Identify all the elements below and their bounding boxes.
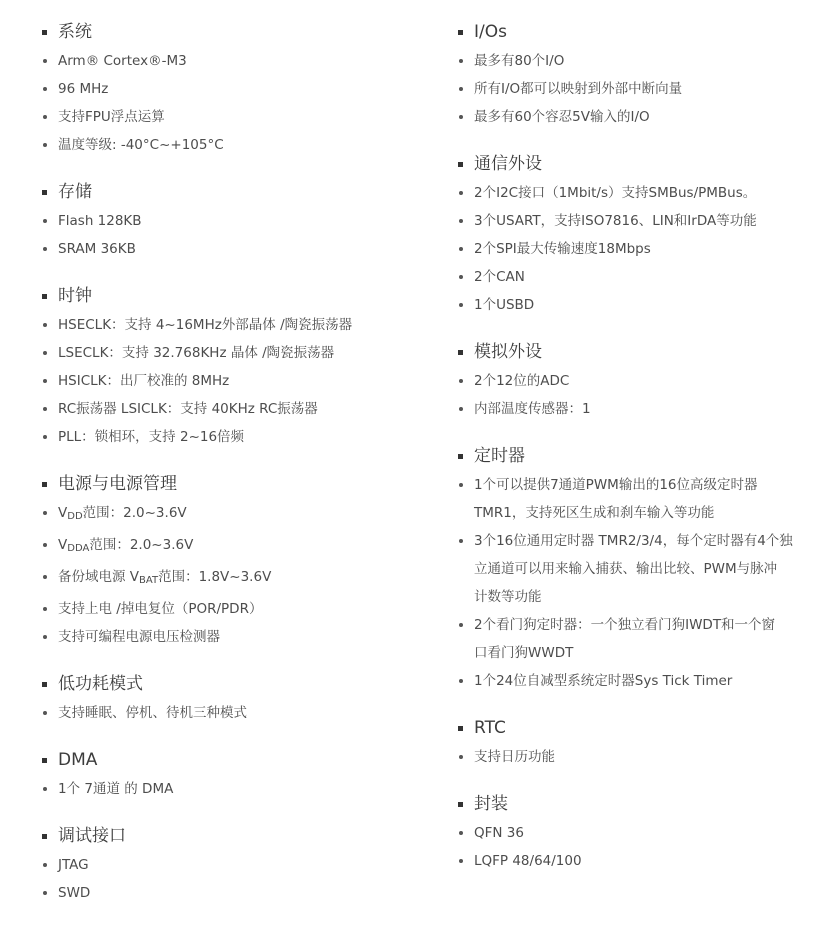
left-column [40,18,430,926]
list-item-text: JTAG [58,857,89,873]
list-item [40,367,430,395]
dot-bullet-icon [459,623,463,627]
list-item [456,667,816,695]
list-item-text [58,569,271,585]
dot-bullet-icon [459,303,463,307]
dot-bullet-icon [43,87,47,91]
list-item-text: PLL：锁相环，支持 2~16倍频 [58,429,245,445]
list-item [456,47,816,75]
section-title-text: 低功耗模式 [58,674,143,694]
dot-bullet-icon [459,859,463,863]
list-item-text [58,537,193,553]
dot-bullet-icon [459,87,463,91]
list-item [40,395,430,423]
item-subscript: DDA [67,543,90,554]
section-title-text: I/Os [474,22,507,42]
dot-bullet-icon [459,219,463,223]
section-title-text: 存储 [58,182,92,202]
list-item-text: 2个12位的ADC [474,373,570,389]
list-item [40,235,430,263]
section-title [40,282,430,310]
section-title-text: 时钟 [58,286,92,306]
list-item-text: 支持FPU浮点运算 [58,109,165,125]
section-title [456,442,816,470]
spec-section [40,746,430,803]
dot-bullet-icon [43,787,47,791]
list-item-text: LQFP 48/64/100 [474,853,582,869]
list-item-text: RC振荡器 LSICLK：支持 40KHz RC振荡器 [58,401,318,417]
section-title [40,746,430,774]
section-title-text: 调试接口 [58,826,126,846]
square-bullet-icon [458,802,463,807]
list-item [40,775,430,803]
list-item-text: 2个SPI最大传输速度18Mbps [474,241,651,257]
list-item-text: 3个USART，支持ISO7816、LIN和IrDA等功能 [474,213,757,229]
list-item-text: 1个USBD [474,297,535,313]
spec-list [40,47,430,159]
item-subscript: BAT [139,575,159,586]
section-title [40,822,430,850]
section-title-text: 电源与电源管理 [58,474,177,494]
square-bullet-icon [458,350,463,355]
spec-list [456,179,816,319]
dot-bullet-icon [459,115,463,119]
list-item [40,47,430,75]
list-item [40,531,430,563]
item-text-prefix: 备份域电源 V [58,569,140,585]
section-title [40,178,430,206]
list-item-text: Arm® Cortex®-M3 [58,53,187,69]
dot-bullet-icon [43,379,47,383]
spec-section [40,178,430,263]
dot-bullet-icon [459,247,463,251]
item-text-suffix: 范围：2.0~3.6V [82,505,187,521]
dot-bullet-icon [43,219,47,223]
list-item [456,743,816,771]
list-item [40,879,430,907]
dot-bullet-icon [43,435,47,439]
list-item-text: SRAM 36KB [58,241,136,257]
dot-bullet-icon [43,351,47,355]
spec-list [456,47,816,131]
list-item [456,847,816,875]
list-item-text: 2个I2C接口（1Mbit/s）支持SMBus/PMBus。 [474,185,757,201]
dot-bullet-icon [459,407,463,411]
section-title [456,338,816,366]
list-item-text: 最多有60个容忍5V输入的I/O [474,109,650,125]
spec-list [456,819,816,875]
dot-bullet-icon [459,831,463,835]
list-item [456,291,816,319]
section-title-text: 系统 [58,22,92,42]
dot-bullet-icon [459,679,463,683]
list-item [456,819,816,847]
square-bullet-icon [42,30,47,35]
list-item-text: Flash 128KB [58,213,142,229]
dot-bullet-icon [43,511,47,515]
list-item [40,623,430,651]
item-text-prefix: V [58,505,68,521]
section-title-text: DMA [58,750,98,770]
spec-list [40,699,430,727]
dot-bullet-icon [43,59,47,63]
list-item [40,339,430,367]
dot-bullet-icon [43,407,47,411]
section-title [40,670,430,698]
list-item-text: HSICLK：出厂校准的 8MHz [58,373,230,389]
list-item [456,207,816,235]
spec-section [40,282,430,451]
list-item-text: 1个可以提供7通道PWM输出的16位高级定时器 TMR1，支持死区生成和刹车输入等功能 [474,477,758,521]
spec-section [456,338,816,423]
spec-section [40,18,430,159]
list-item [40,499,430,531]
dot-bullet-icon [459,539,463,543]
dot-bullet-icon [459,483,463,487]
item-text-suffix: 范围：2.0~3.6V [89,537,194,553]
list-item-text: 2个CAN [474,269,525,285]
list-item [456,611,816,667]
list-item [40,851,430,879]
list-item-text: SWD [58,885,91,901]
list-item-text: 支持睡眠、停机、待机三种模式 [58,705,247,721]
list-item-text [58,505,187,521]
spec-section [40,822,430,907]
spec-list [456,743,816,771]
square-bullet-icon [42,190,47,195]
dot-bullet-icon [43,543,47,547]
list-item [40,595,430,623]
list-item-text: QFN 36 [474,825,524,841]
list-item [456,527,816,611]
dot-bullet-icon [43,863,47,867]
dot-bullet-icon [459,755,463,759]
section-title [40,470,430,498]
list-item-text: LSECLK：支持 32.768KHz 晶体 /陶瓷振荡器 [58,345,335,361]
dot-bullet-icon [459,379,463,383]
list-item [456,103,816,131]
spec-list [456,367,816,423]
list-item [456,395,816,423]
item-text-suffix: 范围：1.8V~3.6V [158,569,272,585]
spec-section [40,470,430,651]
dot-bullet-icon [459,59,463,63]
section-title-text: 封装 [474,794,508,814]
square-bullet-icon [458,30,463,35]
square-bullet-icon [458,162,463,167]
list-item-text: 温度等级: -40°C~+105°C [58,137,224,153]
spec-list [40,851,430,907]
section-title [456,18,816,46]
list-item-text: 1个 7通道 的 DMA [58,781,174,797]
dot-bullet-icon [43,711,47,715]
list-item-text: 1个24位自减型系统定时器Sys Tick Timer [474,673,733,689]
list-item [40,75,430,103]
list-item [456,263,816,291]
list-item-text: 96 MHz [58,81,109,97]
right-column [456,18,816,894]
spec-list [456,471,816,695]
section-title-text: RTC [474,718,506,738]
list-item-text: 所有I/O都可以映射到外部中断向量 [474,81,683,97]
list-item [40,207,430,235]
spec-section [456,150,816,319]
spec-list [40,775,430,803]
list-item [40,423,430,451]
list-item [456,367,816,395]
list-item-text: 2个看门狗定时器：一个独立看门狗IWDT和一个窗 口看门狗WWDT [474,617,776,661]
list-item [456,75,816,103]
section-title-text: 通信外设 [474,154,542,174]
list-item-text: HSECLK：支持 4~16MHz外部晶体 /陶瓷振荡器 [58,317,353,333]
square-bullet-icon [42,758,47,763]
dot-bullet-icon [43,115,47,119]
dot-bullet-icon [459,275,463,279]
square-bullet-icon [42,834,47,839]
list-item-text: 最多有80个I/O [474,53,565,69]
square-bullet-icon [42,482,47,487]
list-item [40,131,430,159]
list-item [40,103,430,131]
section-title [456,714,816,742]
section-title [40,18,430,46]
square-bullet-icon [42,682,47,687]
dot-bullet-icon [43,635,47,639]
list-item [456,235,816,263]
dot-bullet-icon [43,575,47,579]
dot-bullet-icon [43,607,47,611]
item-subscript: DD [67,511,83,522]
list-item-text: 3个16位通用定时器 TMR2/3/4，每个定时器有4个独 立通道可以用来输入捕获、输出比较、PWM与脉冲 计数等功能 [474,533,793,605]
spec-section [456,714,816,771]
section-title-text: 模拟外设 [474,342,542,362]
dot-bullet-icon [43,323,47,327]
square-bullet-icon [42,294,47,299]
spec-list [40,207,430,263]
list-item-text: 支持上电 /掉电复位（POR/PDR） [58,601,263,617]
list-item [40,699,430,727]
section-title [456,790,816,818]
spec-section [456,442,816,695]
section-title-text: 定时器 [474,446,525,466]
spec-list [40,311,430,451]
section-title [456,150,816,178]
spec-list [40,499,430,651]
list-item-text: 内部温度传感器：1 [474,401,591,417]
list-item [40,311,430,339]
list-item [456,179,816,207]
item-text-prefix: V [58,537,68,553]
list-item-text: 支持可编程电源电压检测器 [58,629,220,645]
spec-section [40,670,430,727]
dot-bullet-icon [459,191,463,195]
dot-bullet-icon [43,143,47,147]
dot-bullet-icon [43,891,47,895]
list-item [40,563,430,595]
square-bullet-icon [458,454,463,459]
list-item [456,471,816,527]
dot-bullet-icon [43,247,47,251]
spec-section [456,18,816,131]
spec-section [456,790,816,875]
square-bullet-icon [458,726,463,731]
list-item-text: 支持日历功能 [474,749,555,765]
